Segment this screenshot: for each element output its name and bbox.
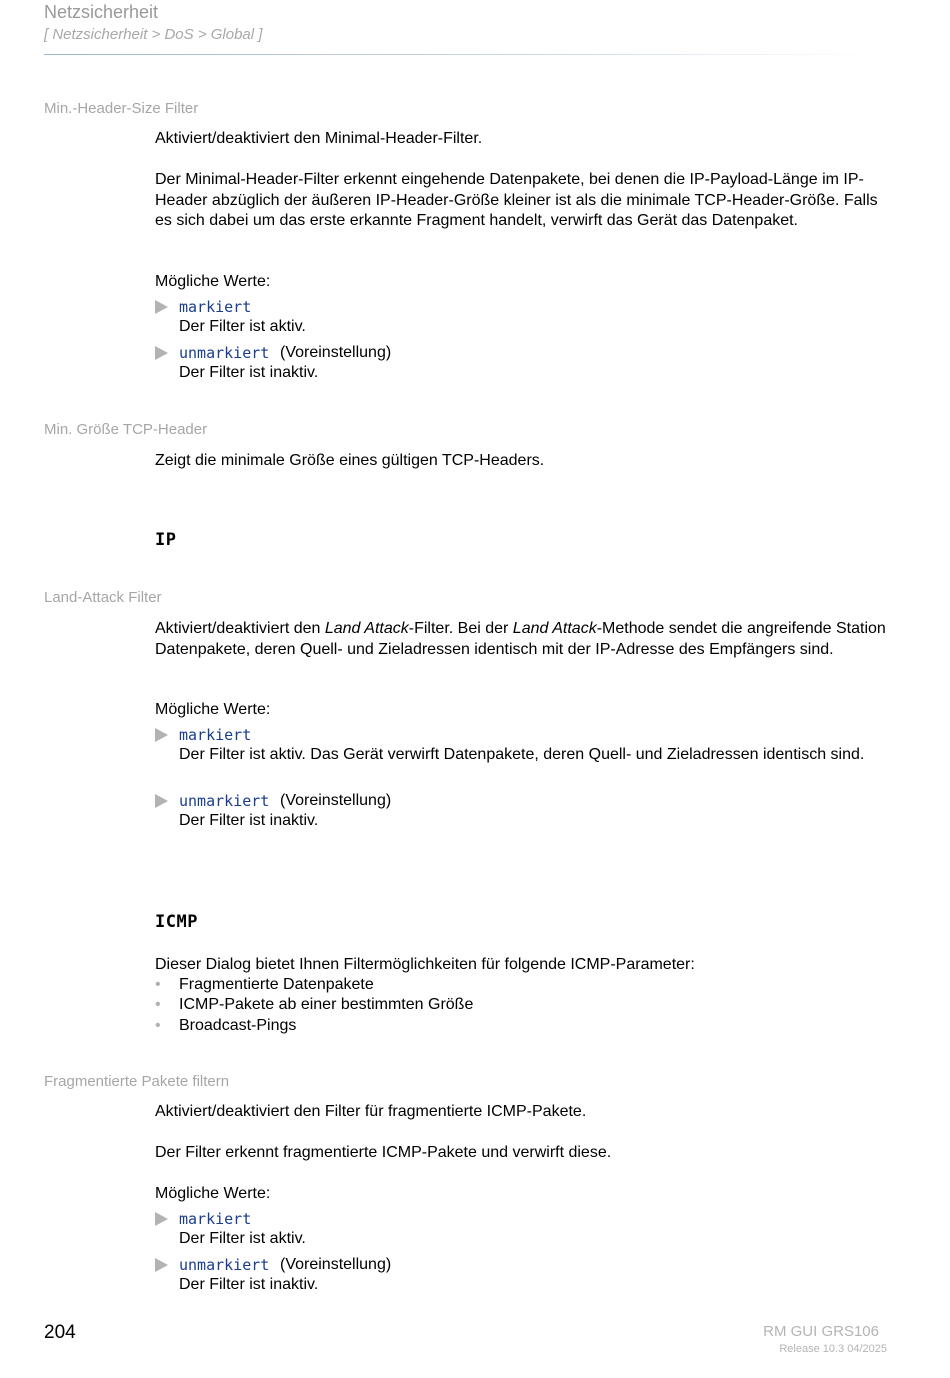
param-label-min-header: Min.-Header-Size Filter [44, 100, 199, 117]
param-label-fragmented: Fragmentierte Pakete filtern [44, 1073, 230, 1090]
min-header-text-2: Der Minimal-Header-Filter erkennt eingehende Datenpakete, bei denen die IP-Payload-Länge im IP-Header abzüglich der äußeren IP-Header-Größe kleiner ist als die minimale TCP-Header-Größe. Falls es sich dabei um das erste erkannte Fragment handelt, verwirft das Gerät das Datenpaket. [155, 171, 878, 229]
fragmented-text-1: Aktiviert/deaktiviert den Filter für fragmentierte ICMP-Pakete. [155, 1103, 587, 1120]
param-label-land-attack: Land-Attack Filter [44, 589, 162, 606]
option-description: Der Filter ist inaktiv. [179, 364, 319, 381]
option-code: markiert [179, 1210, 252, 1228]
min-tcp-text: Zeigt die minimale Größe eines gültigen TCP-Headers. [155, 452, 545, 469]
bullet-dot: • [155, 996, 161, 1013]
page-header-title: Netzsicherheit [44, 2, 159, 22]
triangle-bullet-icon [155, 794, 168, 808]
triangle-bullet-icon [155, 1258, 168, 1272]
option-code: markiert [179, 298, 252, 316]
min-header-values-label: Mögliche Werte: [155, 273, 271, 290]
section-heading-ip: IP [155, 530, 177, 550]
option-description: Der Filter ist aktiv. [179, 318, 306, 335]
triangle-bullet-icon [155, 728, 168, 742]
land-attack-text-1: Aktiviert/deaktiviert den Land Attack-Filter. Bei der Land Attack-Methode sendet die angreifende Station Datenpakete, deren Quell- und Zieladressen identisch mit der IP-Adresse des Empfängers sind. [155, 620, 886, 658]
option-default: (Voreinstellung) [280, 792, 392, 809]
page-number: 204 [44, 1322, 76, 1343]
breadcrumb: [ Netzsicherheit > DoS > Global ] [44, 26, 263, 43]
icmp-intro: Dieser Dialog bietet Ihnen Filtermöglichkeiten für folgende ICMP-Parameter: [155, 956, 695, 973]
list-item-text: ICMP-Pakete ab einer bestimmten Größe [179, 996, 474, 1013]
footer-doc-title: RM GUI GRS106 [763, 1323, 879, 1340]
fragmented-values-label: Mögliche Werte: [155, 1185, 271, 1202]
option-default: (Voreinstellung) [280, 1256, 392, 1273]
option-code: unmarkiert [179, 792, 270, 810]
triangle-bullet-icon [155, 346, 168, 360]
triangle-bullet-icon [155, 1212, 168, 1226]
section-heading-icmp: ICMP [155, 912, 198, 932]
option-code: unmarkiert [179, 344, 270, 362]
list-item-text: Broadcast-Pings [179, 1017, 297, 1034]
header-divider [44, 54, 874, 55]
bullet-dot: • [155, 1017, 161, 1034]
list-item-text: Fragmentierte Datenpakete [179, 976, 374, 993]
land-attack-values-label: Mögliche Werte: [155, 701, 271, 718]
fragmented-text-2: Der Filter erkennt fragmentierte ICMP-Pakete und verwirft diese. [155, 1144, 612, 1161]
bullet-dot: • [155, 976, 161, 993]
min-header-text-1: Aktiviert/deaktiviert den Minimal-Header-Filter. [155, 130, 483, 147]
option-description: Der Filter ist inaktiv. [179, 1276, 319, 1293]
param-label-min-tcp: Min. Größe TCP-Header [44, 421, 208, 438]
triangle-bullet-icon [155, 300, 168, 314]
option-description: Der Filter ist inaktiv. [179, 812, 319, 829]
option-default: (Voreinstellung) [280, 344, 392, 361]
footer-release: Release 10.3 04/2025 [779, 1343, 887, 1355]
option-code: markiert [179, 726, 252, 744]
option-description: Der Filter ist aktiv. Das Gerät verwirft Datenpakete, deren Quell- und Zieladressen identisch sind. [179, 746, 865, 763]
option-description: Der Filter ist aktiv. [179, 1230, 306, 1247]
option-code: unmarkiert [179, 1256, 270, 1274]
